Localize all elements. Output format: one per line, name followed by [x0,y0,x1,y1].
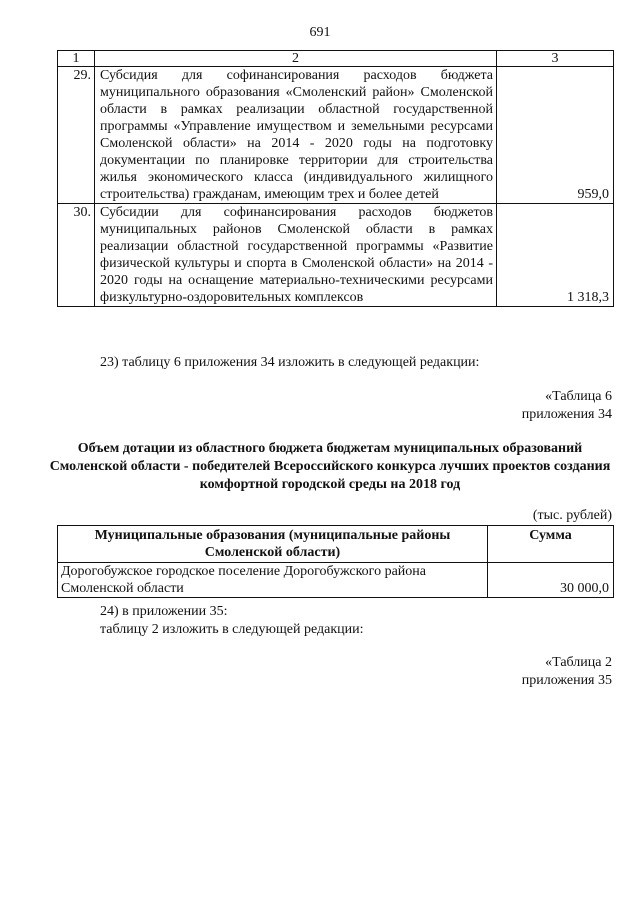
column-header-1: 1 [58,51,95,67]
column-header-sum: Сумма [488,526,614,563]
document-title: Объем дотации из областного бюджета бюджетам муниципальных образований Смоленской области - победителей Всероссийского конкурса лучших проектов создания комфортной городской среды на 2018 год [49,441,611,492]
table-row [58,67,614,204]
table2-ref-line1: «Таблица 2 [545,655,612,670]
units-label: (тыс. рублей) [532,508,612,523]
column-header-3: 3 [497,51,614,67]
row-description: Субсидии для софинансирования расходов бюджетов муниципальных районов Смоленской области в рамках реализации областной государственной программы «Развитие физической культуры и спорта в Смоленской области» на 2014 - 2020 годы на оснащение материально-техническими ресурсами физкультурно-оздоровительных комплексов [95,204,497,307]
table-row [58,204,614,307]
paragraph-24-text: таблицу 2 изложить в следующей редакции: [100,622,364,637]
row-description: Субсидия для софинансирования расходов бюджета муниципального образования «Смоленский район» Смоленской области в рамках реализации областной государственной программы «Управление имуществом и земельными ресурсами Смоленской области» на 2014 - 2020 годы на подготовку документации по планировке территории для строительства жилья экономического класса (индивидуального жилищного строительства) гражданам, имеющим трех и более детей [95,67,497,204]
row-number: 29. [58,67,95,204]
row-amount: 1 318,3 [497,204,614,307]
row-amount: 959,0 [497,67,614,204]
paragraph-24: 24) в приложении 35: [100,604,228,619]
subsidy-table [57,50,614,307]
table6-ref-line1: «Таблица 6 [545,389,612,404]
column-header-municipality: Муниципальные образования (муниципальные районы Смоленской области) [58,526,488,563]
grant-table [57,525,614,598]
grant-table-header [58,526,614,563]
subsidy-table-header [58,51,614,67]
table2-ref-line2: приложения 35 [521,673,612,688]
paragraph-23: 23) таблицу 6 приложения 34 изложить в следующей редакции: [100,355,480,370]
row-amount: 30 000,0 [488,563,614,598]
page-number: 691 [309,25,331,40]
municipality-name: Дорогобужское городское поселение Дорогобужского района Смоленской области [58,563,488,598]
table-row [58,563,614,598]
table6-ref-line2: приложения 34 [521,407,612,422]
row-number: 30. [58,204,95,307]
column-header-2: 2 [95,51,497,67]
